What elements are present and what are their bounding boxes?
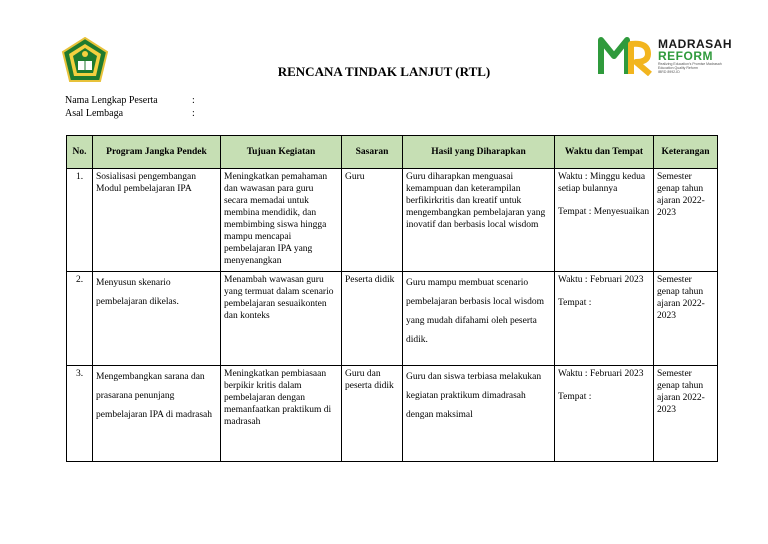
cell-waktu: Waktu : Minggu kedua setiap bulannya — [558, 172, 646, 194]
cell-tempat: Tempat : — [558, 298, 592, 308]
table-row — [67, 272, 718, 366]
table-row — [67, 366, 718, 462]
cell-tempat: Tempat : — [558, 392, 592, 402]
cell-waktu: Waktu : Februari 2023 — [558, 369, 644, 379]
field-value: : — [192, 95, 195, 106]
cell-hasil: Guru diharapkan menguasai kemampuan dan keterampilan berfikirkritis dan kreatif untuk mengembangkan pembelajaran yang inovatif dan berbasis local wisdom — [403, 169, 555, 272]
cell-no: 2. — [67, 272, 93, 366]
column-header: Hasil yang Diharapkan — [403, 136, 555, 169]
column-header: Program Jangka Pendek — [93, 136, 221, 169]
cell-no: 3. — [67, 366, 93, 462]
column-header: Tujuan Kegiatan — [221, 136, 342, 169]
cell-waktu-tempat — [555, 272, 654, 366]
logo-text-reform: REFORM — [658, 49, 713, 63]
cell-program: Mengembangkan sarana dan prasarana penunjang pembelajaran IPA di madrasah — [93, 366, 221, 462]
cell-keterangan: Semester genap tahun ajaran 2022-2023 — [654, 169, 718, 272]
cell-tujuan: Meningkatkan pemahaman dan wawasan para guru secara memadai untuk membina mendidik, dan membimbing siswa hingga mampu mencapai pembelajaran IPA yang menyenangkan — [221, 169, 342, 272]
logo-code: IBRD 8992-ID — [658, 70, 680, 74]
field-label: Asal Lembaga — [65, 108, 124, 119]
logo-tagline: Realizing Education's Promise Madrasah Education Quality Reform — [658, 62, 722, 70]
cell-keterangan: Semester genap tahun ajaran 2022-2023 — [654, 272, 718, 366]
cell-waktu: Waktu : Februari 2023 — [558, 275, 644, 285]
column-header: Sasaran — [342, 136, 403, 169]
cell-keterangan: Semester genap tahun ajaran 2022-2023 — [654, 366, 718, 462]
cell-waktu-tempat — [555, 366, 654, 462]
field-label: Nama Lengkap Peserta — [65, 95, 158, 106]
logo-text-madrasah: MADRASAH — [658, 37, 732, 51]
column-header: Waktu dan Tempat — [555, 136, 654, 169]
column-header: Keterangan — [654, 136, 718, 169]
table-header-row — [67, 136, 718, 169]
cell-sasaran: Peserta didik — [342, 272, 403, 366]
cell-hasil: Guru dan siswa terbiasa melakukan kegiatan praktikum dimadrasah dengan maksimal — [403, 366, 555, 462]
cell-tujuan: Meningkatkan pembiasaan berpikir kritis dalam pembelajaran dengan memanfaatkan praktikum di madrasah — [221, 366, 342, 462]
cell-waktu-tempat — [555, 169, 654, 272]
rtl-table — [66, 135, 718, 462]
cell-program: Menyusun skenario pembelajaran dikelas. — [93, 272, 221, 366]
cell-sasaran: Guru — [342, 169, 403, 272]
field-lembaga — [65, 108, 195, 119]
document-title: RENCANA TINDAK LANJUT (RTL) — [277, 64, 491, 79]
cell-sasaran: Guru dan peserta didik — [342, 366, 403, 462]
cell-tempat: Tempat : Menyesuaikan — [558, 207, 650, 217]
column-header: No. — [67, 136, 93, 169]
field-value: : — [192, 108, 195, 119]
cell-no: 1. — [67, 169, 93, 272]
cell-hasil: Guru mampu membuat scenario pembelajaran berbasis local wisdom yang mudah difahami oleh peserta didik. — [403, 272, 555, 366]
table-row — [67, 169, 718, 272]
cell-tujuan: Menambah wawasan guru yang termuat dalam scenario pembelajaran sesuaikonten dan konteks — [221, 272, 342, 366]
field-nama — [65, 95, 195, 106]
cell-program: Sosialisasi pengembangan Modul pembelajaran IPA — [93, 169, 221, 272]
